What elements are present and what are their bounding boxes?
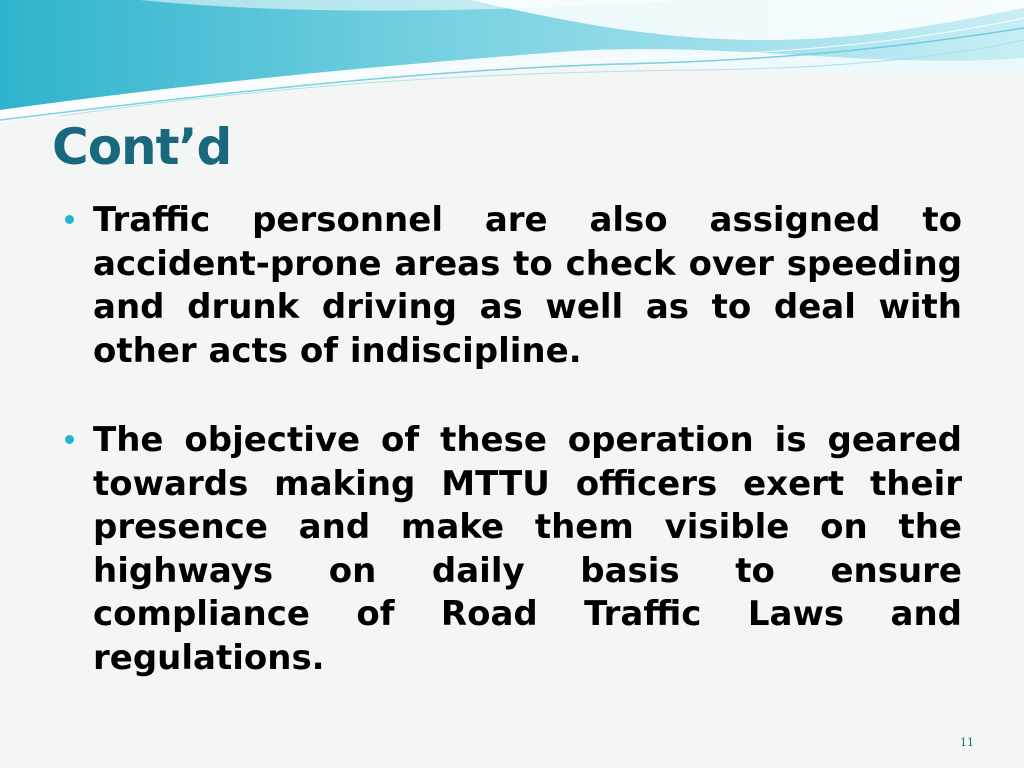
bullet-item [62,419,962,680]
header-wave-decoration [0,0,1024,130]
bullet-list [62,199,962,680]
bullet-text: The objective of these operation is geared towards making MTTU officers exert their presence and make them visible on the highways on daily basis to ensure compliance of Road Traffic Laws and regulations. [93,420,962,678]
bullet-text: Traffic personnel are also assigned to accident-prone areas to check over speeding and drunk driving as well as to deal with other acts of indiscipline. [93,200,962,371]
bullet-dot-icon [65,215,74,224]
slide-title: Cont’d [52,118,232,176]
bullet-dot-icon [65,435,74,444]
bullet-item [62,199,962,373]
slide-number: 11 [960,736,974,749]
